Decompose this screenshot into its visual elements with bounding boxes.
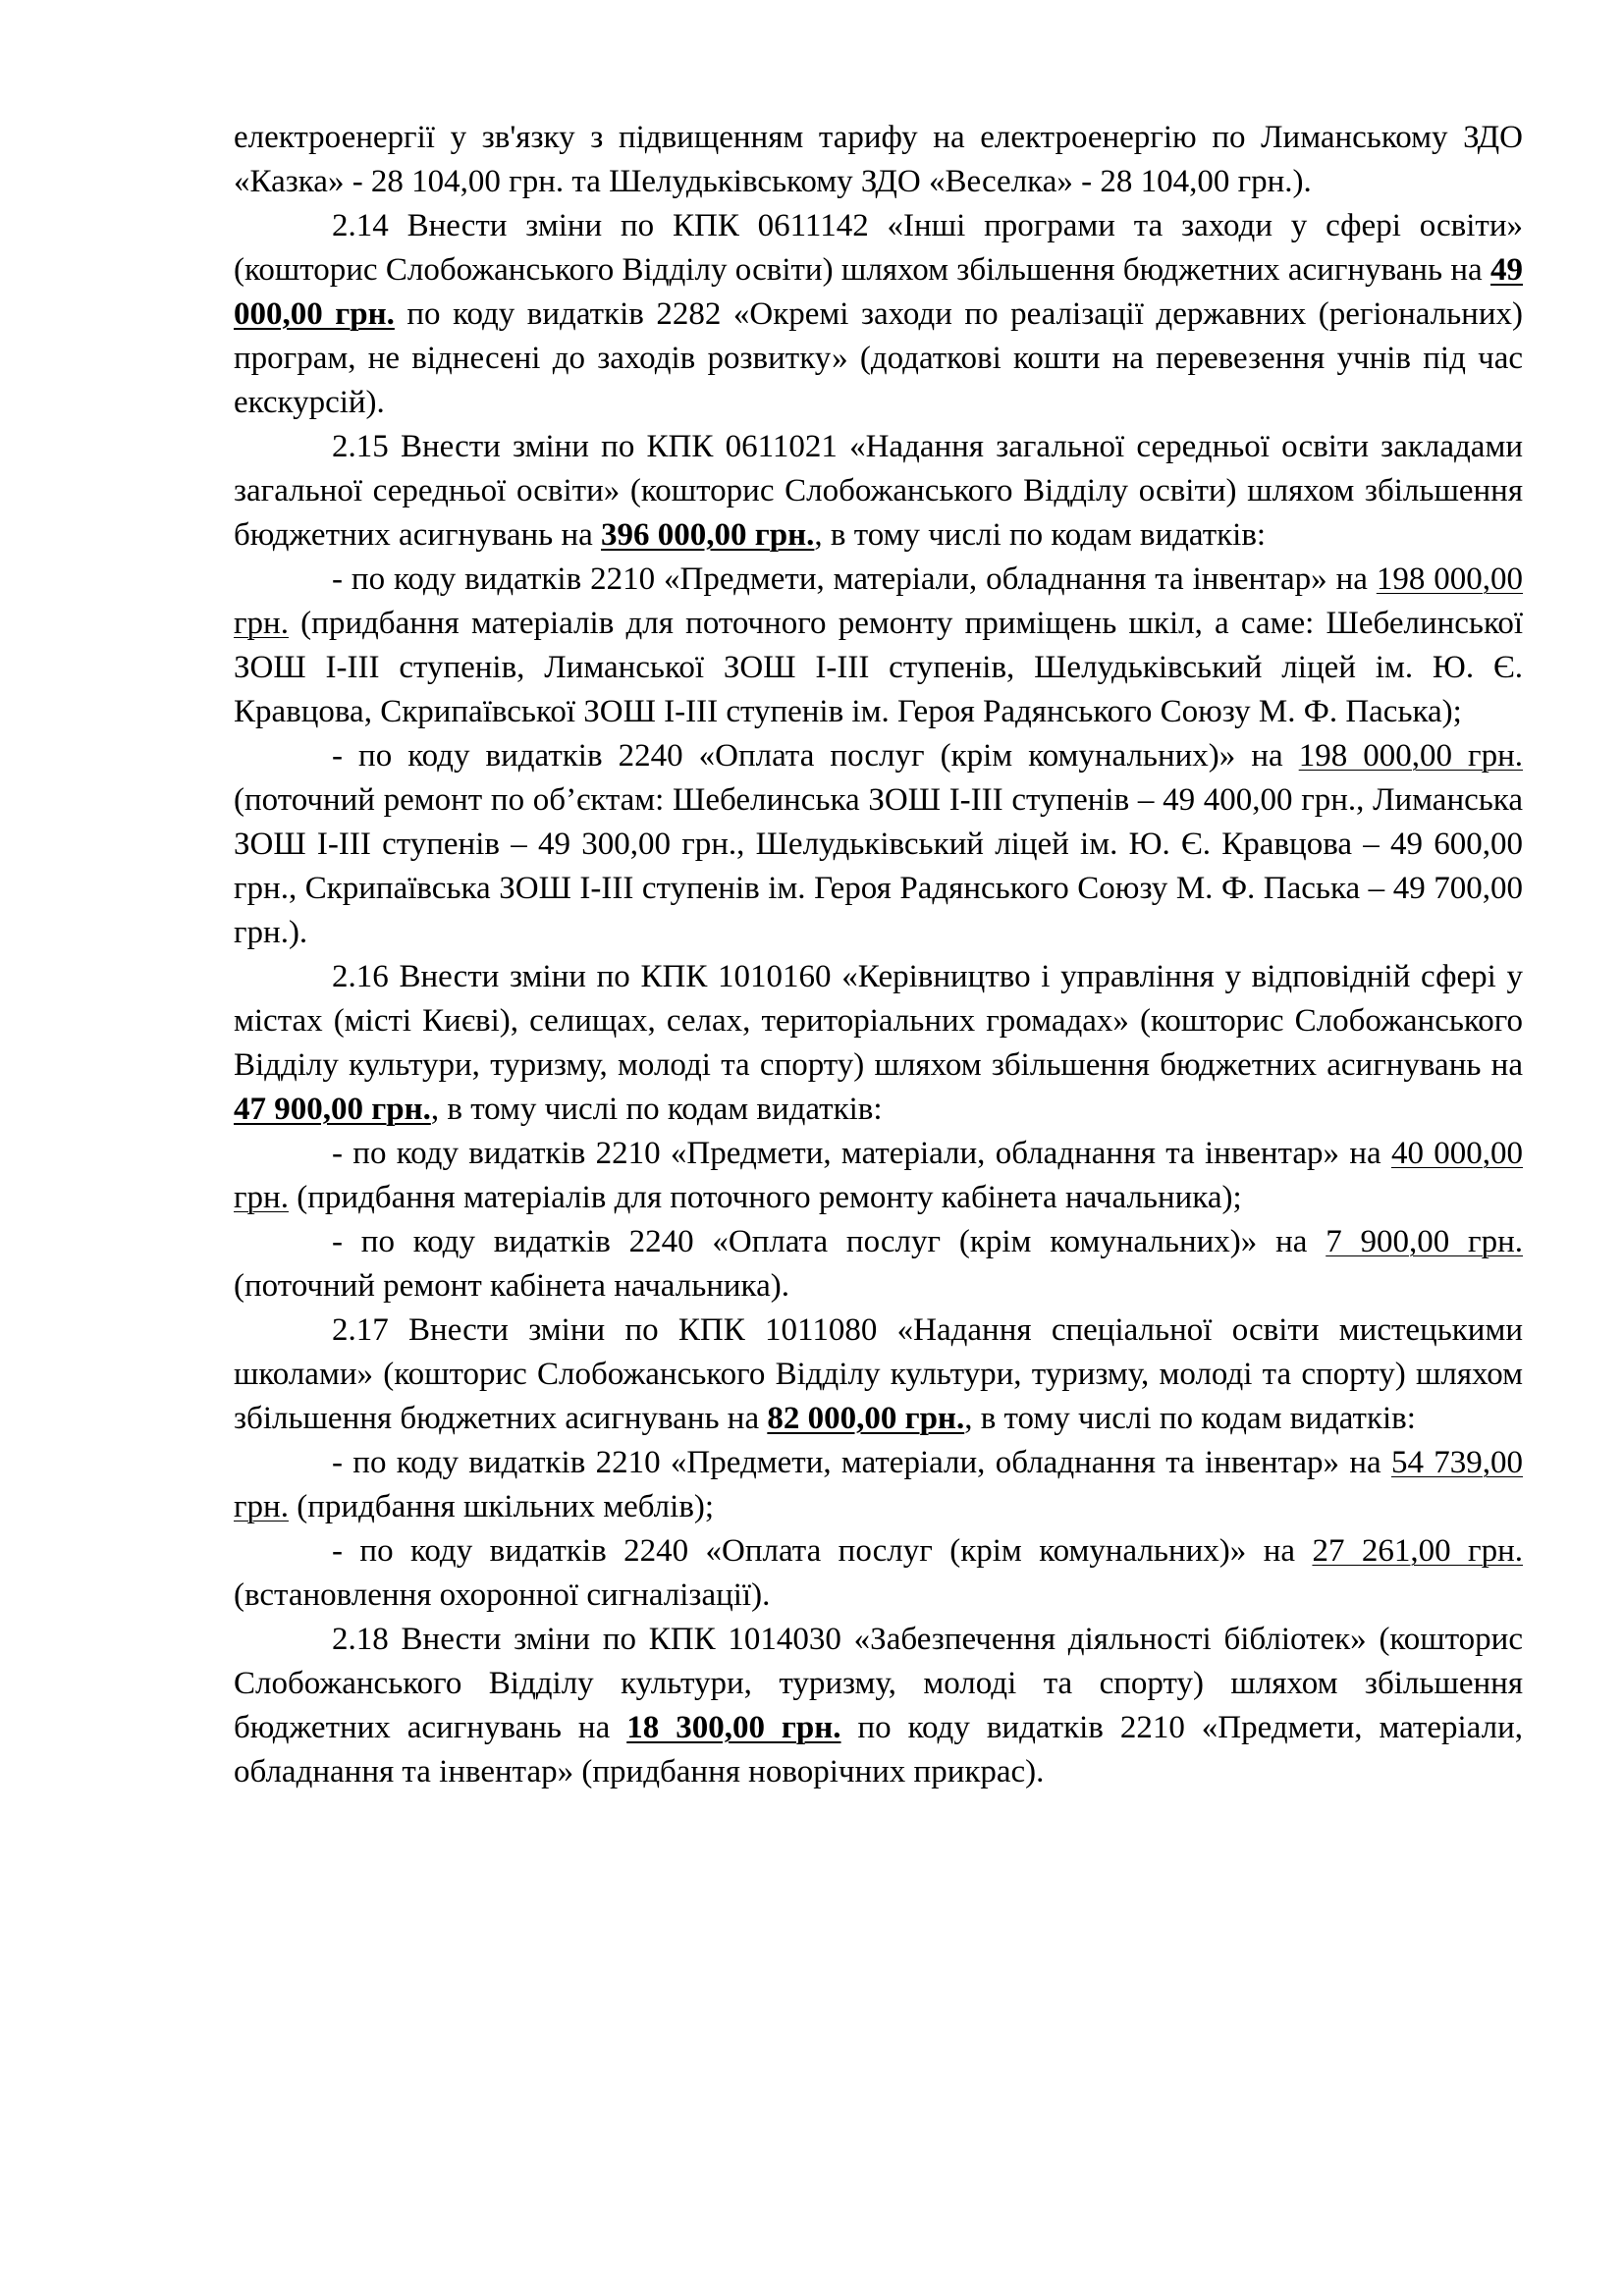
item-amount: 198 000,00 грн. (1298, 738, 1523, 774)
text-segment: - по коду видатків 2240 «Оплата послуг (крім комунальних)» на (332, 1533, 1313, 1569)
text-segment: по коду видатків 2210 «Предмети, матеріали, обладнання та інвентар» (придбання новорічних прикрас). (234, 1710, 1523, 1789)
expense-item-paragraph (234, 1220, 1523, 1308)
section-paragraph (234, 1618, 1523, 1794)
total-amount: 396 000,00 грн. (601, 517, 815, 553)
text-segment: , в тому числі по кодам видатків: (430, 1092, 883, 1127)
section-paragraph (234, 1308, 1523, 1441)
expense-item-paragraph (234, 1529, 1523, 1618)
section-paragraph (234, 204, 1523, 425)
text-segment: - по коду видатків 2240 «Оплата послуг (крім комунальних)» на (332, 738, 1299, 774)
text-segment: 2.15 Внести зміни по КПК 0611021 «Надання загальної середньої освіти закладами загальної середньої освіти» (кошторис Слобожанського Відділу освіти) шляхом збільшення бюджетних асигнувань на (234, 429, 1523, 553)
item-amount: 198 000,00 грн. (234, 561, 1523, 641)
continuation-paragraph (234, 116, 1523, 204)
text-segment: (придбання шкільних меблів); (288, 1489, 715, 1524)
text-segment: (придбання матеріалів для поточного ремонту приміщень шкіл, а саме: Шебелинської ЗОШ І-ІІІ ступенів, Лиманської ЗОШ І-ІІІ ступенів, Шелудьківський ліцей ім. Ю. Є. Кравцова, Скрипаївської ЗОШ І-ІІІ ступенів ім. Героя Радянського Союзу М. Ф. Паська); (234, 606, 1523, 729)
expense-item-paragraph (234, 734, 1523, 955)
item-amount: 54 739,00 грн. (234, 1445, 1523, 1524)
section-paragraph (234, 955, 1523, 1132)
total-amount: 82 000,00 грн. (767, 1401, 965, 1436)
document-page (234, 116, 1523, 1794)
text-segment: (поточний ремонт кабінета начальника). (234, 1268, 789, 1304)
document-body (234, 116, 1523, 1794)
section-paragraph (234, 425, 1523, 558)
expense-item-paragraph (234, 558, 1523, 734)
text-segment: електроенергії у зв'язку з підвищенням тарифу на електроенергію по Лиманському ЗДО «Казка» - 28 104,00 грн. та Шелудьківському ЗДО «Веселка» - 28 104,00 грн.). (234, 120, 1523, 199)
expense-item-paragraph (234, 1132, 1523, 1220)
text-segment: , в тому числі по кодам видатків: (964, 1401, 1416, 1436)
item-amount: 40 000,00 грн. (234, 1136, 1523, 1215)
total-amount: 49 000,00 грн. (234, 252, 1523, 332)
expense-item-paragraph (234, 1441, 1523, 1529)
text-segment: 2.14 Внести зміни по КПК 0611142 «Інші програми та заходи у сфері освіти» (кошторис Слобожанського Відділу освіти) шляхом збільшення бюджетних асигнувань на (234, 208, 1523, 288)
text-segment: - по коду видатків 2210 «Предмети, матеріали, обладнання та інвентар» на (332, 561, 1377, 597)
total-amount: 47 900,00 грн. (234, 1092, 431, 1127)
text-segment: - по коду видатків 2240 «Оплата послуг (крім комунальних)» на (332, 1224, 1326, 1259)
text-segment: , в тому числі по кодам видатків: (814, 517, 1267, 553)
text-segment: (придбання матеріалів для поточного ремонту кабінета начальника); (288, 1180, 1242, 1215)
text-segment: 2.16 Внести зміни по КПК 1010160 «Керівництво і управління у відповідній сфері у містах (місті Києві), селищах, селах, територіальних громадах» (кошторис Слобожанського Відділу культури, туризму, молоді та спорту) шляхом збільшення бюджетних асигнувань на (234, 959, 1523, 1083)
text-segment: 2.18 Внести зміни по КПК 1014030 «Забезпечення діяльності бібліотек» (кошторис Слобожанського Відділу культури, туризму, молоді та спорту) шляхом збільшення бюджетних асигнувань на (234, 1622, 1523, 1745)
text-segment: (поточний ремонт по об’єктам: Шебелинська ЗОШ І-ІІІ ступенів – 49 400,00 грн., Лиманська ЗОШ І-ІІІ ступенів – 49 300,00 грн., Шелудьківський ліцей ім. Ю. Є. Кравцова – 49 600,00 грн., Скрипаївська ЗОШ І-ІІІ ступенів ім. Героя Радянського Союзу М. Ф. Паська – 49 700,00 грн.). (234, 782, 1523, 950)
item-amount: 27 261,00 грн. (1312, 1533, 1523, 1569)
text-segment: (встановлення охоронної сигналізації). (234, 1577, 771, 1613)
item-amount: 7 900,00 грн. (1326, 1224, 1523, 1259)
text-segment: 2.17 Внести зміни по КПК 1011080 «Надання спеціальної освіти мистецькими школами» (кошторис Слобожанського Відділу культури, туризму, молоді та спорту) шляхом збільшення бюджетних асигнувань на (234, 1312, 1523, 1436)
text-segment: по коду видатків 2282 «Окремі заходи по реалізації державних (регіональних) програм, не віднесені до заходів розвитку» (додаткові кошти на перевезення учнів під час екскурсій). (234, 296, 1523, 420)
total-amount: 18 300,00 грн. (626, 1710, 841, 1745)
text-segment: - по коду видатків 2210 «Предмети, матеріали, обладнання та інвентар» на (332, 1136, 1391, 1171)
text-segment: - по коду видатків 2210 «Предмети, матеріали, обладнання та інвентар» на (332, 1445, 1391, 1480)
